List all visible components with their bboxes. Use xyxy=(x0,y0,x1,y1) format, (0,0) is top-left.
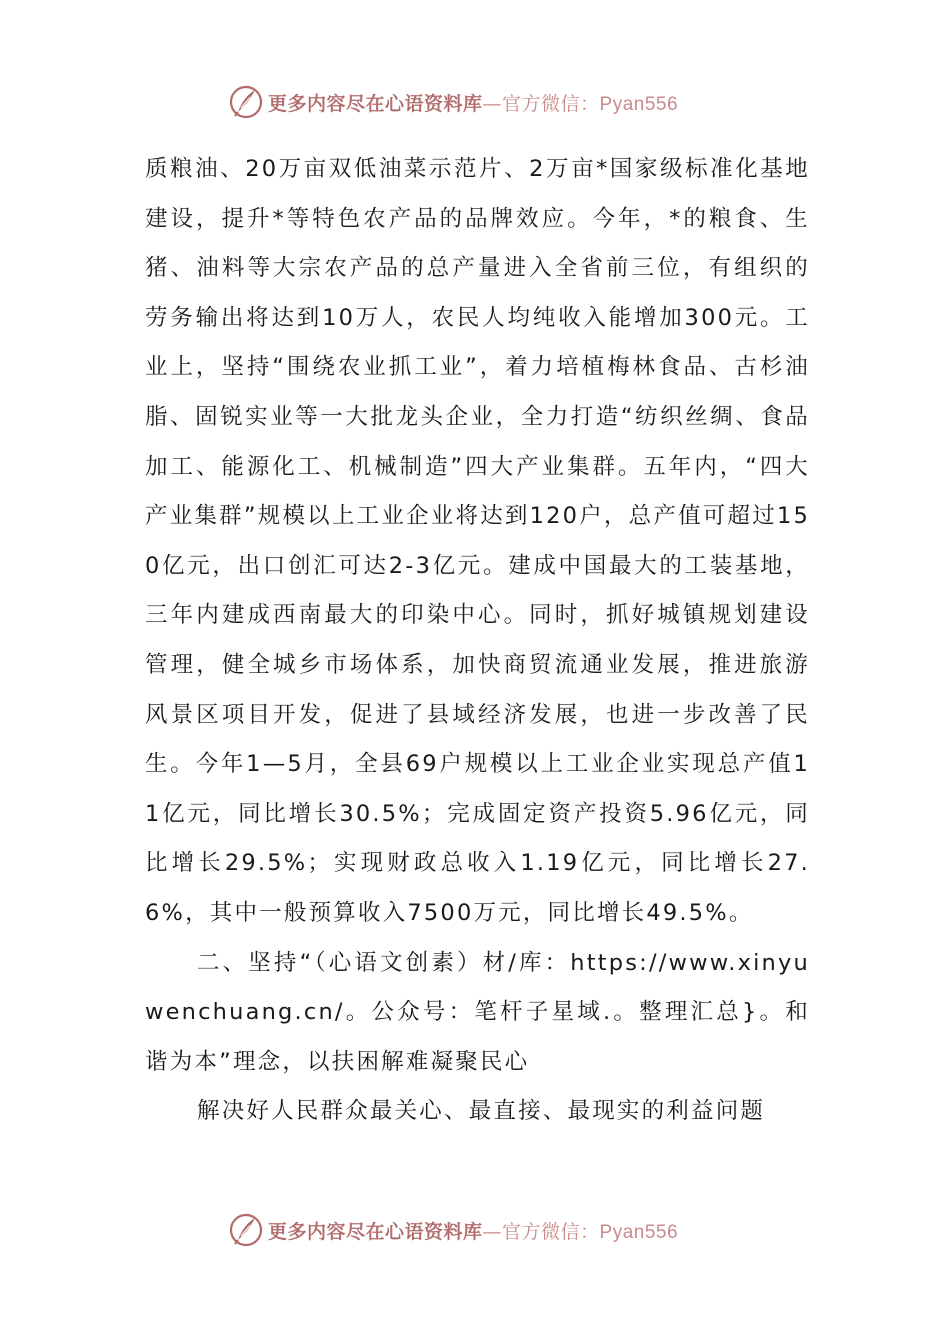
body-paragraph-2: 二、坚持“（心语文创素）材/库：https://www.xinyuwenchuang.cn/。公众号：笔杆子星域.。整理汇总}。和谐为本”理念，以扶困解难凝聚民心 xyxy=(145,949,810,1075)
footer-dash: — xyxy=(482,1220,503,1243)
body-paragraph-1: 质粮油、20万亩双低油菜示范片、2万亩*国家级标准化基地建设，提升*等特色农产品的品牌效应。今年，*的粮食、生猪、油料等大宗农产品的总产量进入全省前三位，有组织的劳务输出将达到10万人，农民人均纯收入能增加300元。工业上，坚持“围绕农业抓工业”，着力培植梅林食品、古杉油脂、固锐实业等一大批龙头企业，全力打造“纺织丝绸、食品加工、能源化工、机械制造”四大产业集群。五年内，“四大产业集群”规模以上工业企业将达到120户，总产值可超过150亿元，出口创汇可达2-3亿元。建成中国最大的工装基地，三年内建成西南最大的印染中心。同时，抓好城镇规划建设管理，健全城乡市场体系，加快商贸流通业发展，推进旅游风景区项目开发，促进了县域经济发展，也进一步改善了民生。今年1—5月，全县69户规模以上工业企业实现总产值11亿元，同比增长30.5%；完成固定资产投资5.96亿元，同比增长29.5%；实现财政总收入1.19亿元，同比增长27.6%，其中一般预算收入7500万元，同比增长49.5%。 xyxy=(145,156,810,926)
header-banner xyxy=(228,82,728,122)
footer-wechat-id: Pyan556 xyxy=(599,1221,679,1243)
header-brand: 更多内容尽在心语资料库 xyxy=(268,92,483,115)
footer-banner xyxy=(228,1210,728,1250)
footer-wechat-label: 官方微信： xyxy=(502,1220,600,1243)
footer-text xyxy=(268,1217,678,1244)
body-paragraph-3: 解决好人民群众最关心、最直接、最现实的利益问题 xyxy=(197,1098,766,1125)
footer-brand: 更多内容尽在心语资料库 xyxy=(268,1220,483,1243)
document-body xyxy=(145,145,810,1137)
header-dash: — xyxy=(482,92,503,115)
quill-pen-icon xyxy=(228,84,264,120)
header-wechat-id: Pyan556 xyxy=(599,93,679,115)
quill-pen-icon xyxy=(228,1212,264,1248)
header-wechat-label: 官方微信： xyxy=(502,92,600,115)
header-text xyxy=(268,89,678,116)
